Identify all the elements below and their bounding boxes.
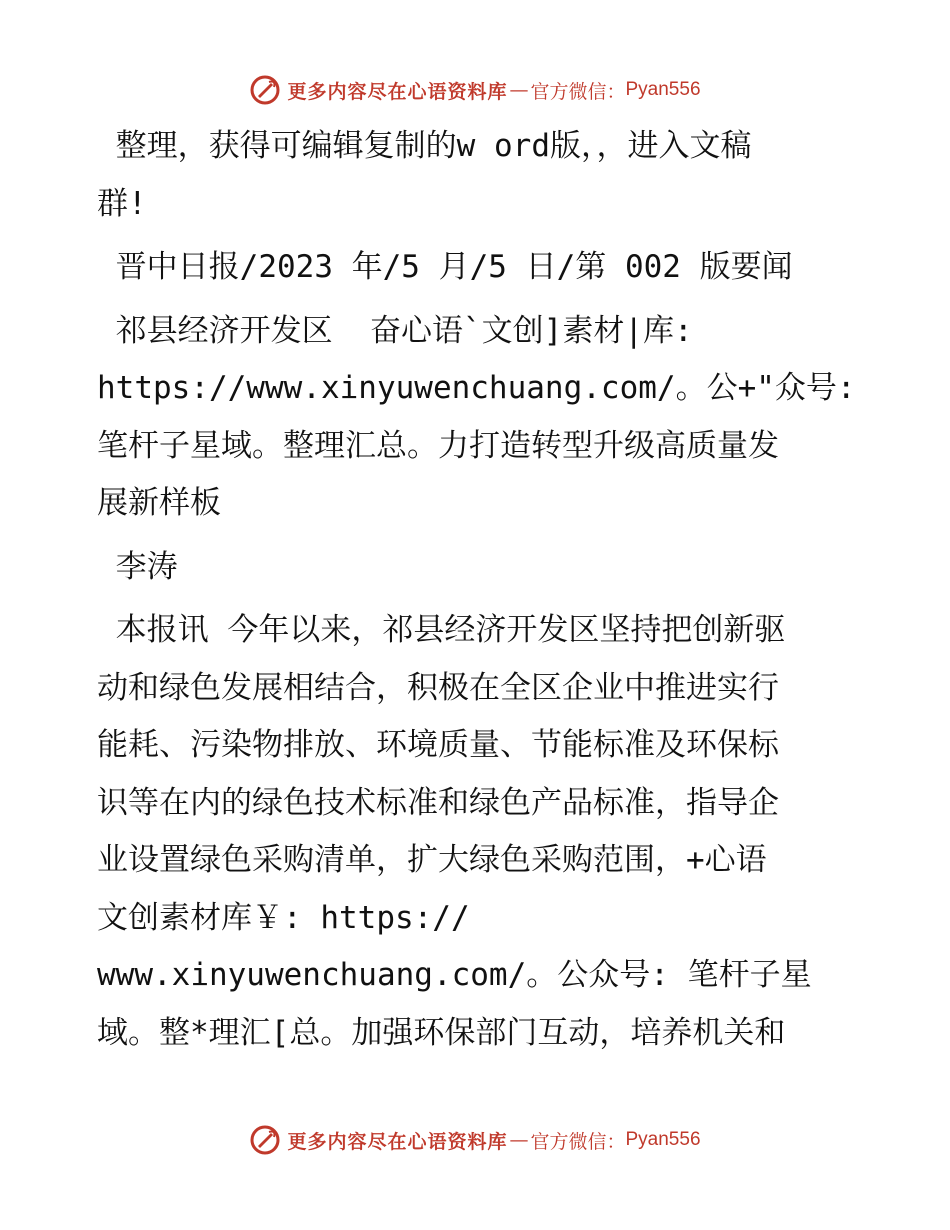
text-line: 识等在内的绿色技术标准和绿色产品标准，指导企 xyxy=(97,784,779,821)
bottom-watermark xyxy=(0,1120,950,1160)
text-line: 域。整*理汇[总。加强环保部门互动，培养机关和 xyxy=(97,1014,786,1051)
text-line: 业设置绿色采购清单，扩大绿色采购范围，+心语 xyxy=(97,842,767,878)
text-line: 笔杆子星域。整理汇总。力打造转型升级高质量发 xyxy=(97,427,779,464)
text-line: 动和绿色发展相结合，积极在全区企业中推进实行 xyxy=(97,669,779,706)
watermark-wechat-id: Pyan556 xyxy=(625,79,701,100)
watermark-separator: — xyxy=(509,79,529,101)
text-line: 能耗、污染物排放、环境质量、节能标准及环保标 xyxy=(97,727,779,763)
text-line: 本报讯 今年以来，祁县经济开发区坚持把创新驱 xyxy=(97,612,786,648)
document-body xyxy=(97,118,857,1062)
watermark-main-text: 更多内容尽在心语资料库 xyxy=(287,80,508,103)
watermark-separator: — xyxy=(509,1129,529,1151)
text-line: 展新样板 xyxy=(97,485,221,521)
byline: 李涛 xyxy=(97,548,178,585)
watermark-wechat-label: 官方微信： xyxy=(530,80,626,103)
text-line: 整理，获得可编辑复制的w ord版，，进入文稿 xyxy=(97,128,752,164)
quill-logo-icon xyxy=(249,74,281,106)
text-line: 群! xyxy=(97,185,147,222)
text-line: 文创素材库￥: https:// xyxy=(97,899,470,936)
text-line: 晋中日报/2023 年/5 月/5 日/第 002 版要闻 xyxy=(97,249,793,285)
quill-logo-icon xyxy=(249,1124,281,1156)
top-watermark xyxy=(0,70,950,110)
text-line: https://www.xinyuwenchuang.com/。公+"众号: xyxy=(97,370,856,406)
watermark-wechat-label: 官方微信： xyxy=(530,1130,626,1153)
watermark-wechat-id: Pyan556 xyxy=(625,1129,701,1150)
text-line: www.xinyuwenchuang.com/。公众号: 笔杆子星 xyxy=(97,957,812,993)
watermark-main-text: 更多内容尽在心语资料库 xyxy=(287,1130,508,1153)
text-line: 祁县经济开发区 奋心语`文创]素材|库: xyxy=(97,312,693,349)
